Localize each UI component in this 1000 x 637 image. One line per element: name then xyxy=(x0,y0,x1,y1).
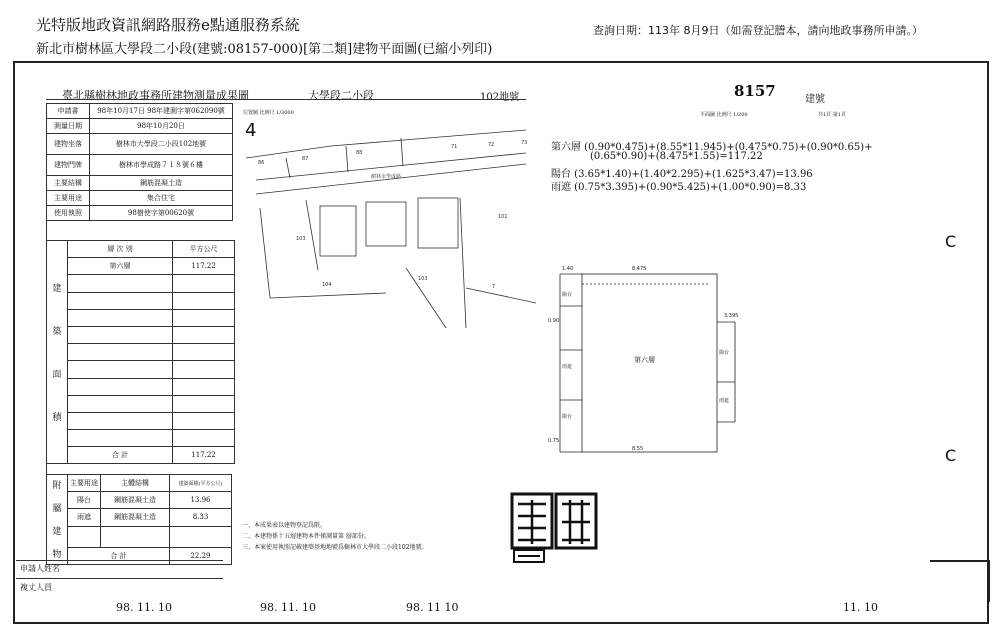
total-value: 117.22 xyxy=(173,447,235,464)
info-row xyxy=(47,191,233,206)
dim-label: 8.475 xyxy=(632,266,647,272)
col-use: 主要用途 xyxy=(68,475,101,492)
info-value: 98樹使字第00620號 xyxy=(90,206,233,221)
lot-label: 86 xyxy=(258,160,265,166)
building-block xyxy=(418,198,458,248)
lot-line xyxy=(260,208,270,298)
table-row xyxy=(47,492,232,509)
lot-line xyxy=(466,288,536,303)
building-block xyxy=(320,206,356,256)
annex-table xyxy=(46,474,232,565)
info-value: 98年10月20日 xyxy=(90,119,233,134)
building-number: 8157 xyxy=(734,82,776,100)
col-struct: 主體結構 xyxy=(101,475,170,492)
page-title: 光特版地政資訊網路服務e點通服務系統 xyxy=(36,16,300,34)
info-value: 樹林市學成路７１８號６樓 xyxy=(90,155,233,176)
lot-label: 87 xyxy=(302,156,309,162)
area-cell: 13.96 xyxy=(170,492,232,509)
side-char: 積 xyxy=(52,413,62,424)
page-label: 共1頁 第1頁 xyxy=(818,112,846,118)
total-row xyxy=(47,447,235,464)
total-label: 合 計 xyxy=(68,447,173,464)
date-stamp: 98. 11. 10 xyxy=(116,601,172,614)
note-line: 一、本成果表以建物登記爲限。 xyxy=(242,522,327,529)
area-table xyxy=(46,240,235,464)
lot-line xyxy=(401,138,403,166)
floorplan-scale-label: 平面圖 比例尺 1/200 xyxy=(700,112,748,118)
building-block xyxy=(366,202,406,246)
info-value: 集合住宅 xyxy=(90,191,233,206)
balcony-label: 陽台 xyxy=(562,414,573,420)
building-outline xyxy=(306,200,318,270)
calc-line: (0.65*0.90)+(8.475*1.55)=117.22 xyxy=(590,151,763,162)
side-char: 附 xyxy=(52,481,62,492)
side-char: 屬 xyxy=(52,504,62,515)
dim-label: 8.55 xyxy=(632,446,644,452)
info-value: 98年10月17日 98年建測字第062090號 xyxy=(90,104,233,119)
lot-line xyxy=(270,293,386,298)
side-char: 面 xyxy=(52,370,62,381)
info-label: 測量日期 xyxy=(47,119,90,134)
dim-label: 0.90 xyxy=(548,318,560,324)
area-side-label xyxy=(47,241,68,464)
side-char: 築 xyxy=(52,327,62,338)
date-stamp: 11. 10 xyxy=(843,601,878,614)
lot-line xyxy=(246,146,331,158)
info-row xyxy=(47,176,233,191)
side-char: 建 xyxy=(52,284,62,295)
info-row xyxy=(47,119,233,134)
room-label: 第六層 xyxy=(634,356,655,364)
balcony-label: 陽台 xyxy=(562,292,573,298)
lot-label: 103 xyxy=(418,276,428,282)
info-label: 建物門牌 xyxy=(47,155,90,176)
info-value: 樹林市大學段二小段102地號 xyxy=(90,134,233,155)
road-label: 樹林市學成路 xyxy=(371,174,402,180)
lot-label: 71 xyxy=(451,144,458,150)
lot-label: 103 xyxy=(296,236,306,242)
info-label: 建物坐落 xyxy=(47,134,90,155)
title-rule xyxy=(46,99,526,100)
info-value: 鋼筋混凝土造 xyxy=(90,176,233,191)
dim-label: 0.75 xyxy=(548,438,560,444)
calc-line: 陽台 (3.65*1.40)+(1.40*2.295)+(1.625*3.47)=13.96 xyxy=(551,169,813,180)
annex-side-label xyxy=(47,475,68,565)
info-table xyxy=(46,103,233,221)
side-char: 物 xyxy=(52,550,62,561)
doc-lot: 102地號 xyxy=(480,92,520,103)
page-subtitle: 新北市樹林區大學段二小段(建號:08157-000)[第二類]建物平面圖(已縮小列印) xyxy=(36,42,493,57)
scale-mark: 4 xyxy=(245,120,257,141)
reviewer-label: 複丈人員 xyxy=(20,583,52,592)
info-row xyxy=(47,206,233,221)
lot-label: 104 xyxy=(322,282,332,288)
use-cell: 陽台 xyxy=(68,492,101,509)
binder-hole-icon: C xyxy=(945,232,957,251)
calc-line: 雨遮 (0.75*3.395)+(0.90*5.425)+(1.00*0.90)=8.33 xyxy=(551,182,807,193)
col-area: 平方公尺 xyxy=(173,241,235,258)
canopy-label: 雨遮 xyxy=(719,398,730,404)
note-line: 二、本建物係十五層建物本件僅測量第 層部份。 xyxy=(242,533,370,540)
info-row xyxy=(47,104,233,119)
doc-title: 臺北縣樹林地政事務所建物測量成果圖 xyxy=(62,89,249,102)
struct-cell: 鋼筋混凝土造 xyxy=(101,509,170,526)
layer-cell: 第六層 xyxy=(68,258,173,275)
corner-mark xyxy=(930,560,990,602)
location-map-label: 位置圖 比例尺 1/3000 xyxy=(243,110,294,116)
table-row xyxy=(47,509,232,526)
note-line: 三、本案使用執照記載建築基地地號爲樹林市大學段二小段102地號。 xyxy=(242,544,428,551)
date-stamp: 98. 11. 10 xyxy=(260,601,316,614)
table-row xyxy=(47,258,235,275)
struct-cell: 鋼筋混凝土造 xyxy=(101,492,170,509)
lot-label: 7 xyxy=(492,284,496,290)
applicant-label: 申請人姓名 xyxy=(20,564,60,573)
lot-line xyxy=(286,158,290,178)
date-stamp: 98. 11 10 xyxy=(406,601,459,614)
query-date: 查詢日期：113年 8月9日（如需登記謄本，請向地政事務所申請。） xyxy=(593,24,923,37)
info-row xyxy=(47,134,233,155)
canopy-label: 雨遮 xyxy=(562,364,573,370)
info-row xyxy=(47,155,233,176)
col-area: 建築面積(平方公尺) xyxy=(170,475,232,492)
doc-section: 大學段二小段 xyxy=(308,89,374,102)
use-cell: 雨遮 xyxy=(68,509,101,526)
info-label: 主要結構 xyxy=(47,176,90,191)
total-label: 合 計 xyxy=(68,547,170,564)
col-layer: 層 次 別 xyxy=(68,241,173,258)
location-map xyxy=(236,128,546,328)
lot-label: 88 xyxy=(356,150,363,156)
dim-label: 3.395 xyxy=(724,313,739,319)
table-left-rule xyxy=(46,103,47,558)
people-rule xyxy=(16,578,223,579)
dim-label: 1.40 xyxy=(562,266,574,272)
total-value: 22.29 xyxy=(170,547,232,564)
official-seal xyxy=(510,492,600,564)
side-char: 建 xyxy=(52,527,62,538)
lot-line xyxy=(460,198,466,328)
info-label: 申請書 xyxy=(47,104,90,119)
info-label: 主要用途 xyxy=(47,191,90,206)
lot-label: 73 xyxy=(521,140,528,146)
lot-label: 101 xyxy=(498,214,508,220)
lot-label: 72 xyxy=(488,142,495,148)
lot-line xyxy=(331,130,526,146)
binder-hole-icon: C xyxy=(945,446,957,465)
area-cell: 8.33 xyxy=(170,509,232,526)
building-number-label: 建號 xyxy=(805,94,825,105)
balcony-label: 陽台 xyxy=(719,350,730,356)
calc-line: 第六層 (0.90*0.475)+(8.55*11.945)+(0.475*0.75)+(0.90*0.65)+ xyxy=(551,142,873,153)
info-label: 使用執照 xyxy=(47,206,90,221)
floor-plan xyxy=(540,262,740,457)
area-cell: 117.22 xyxy=(173,258,235,275)
lot-line xyxy=(346,146,348,172)
